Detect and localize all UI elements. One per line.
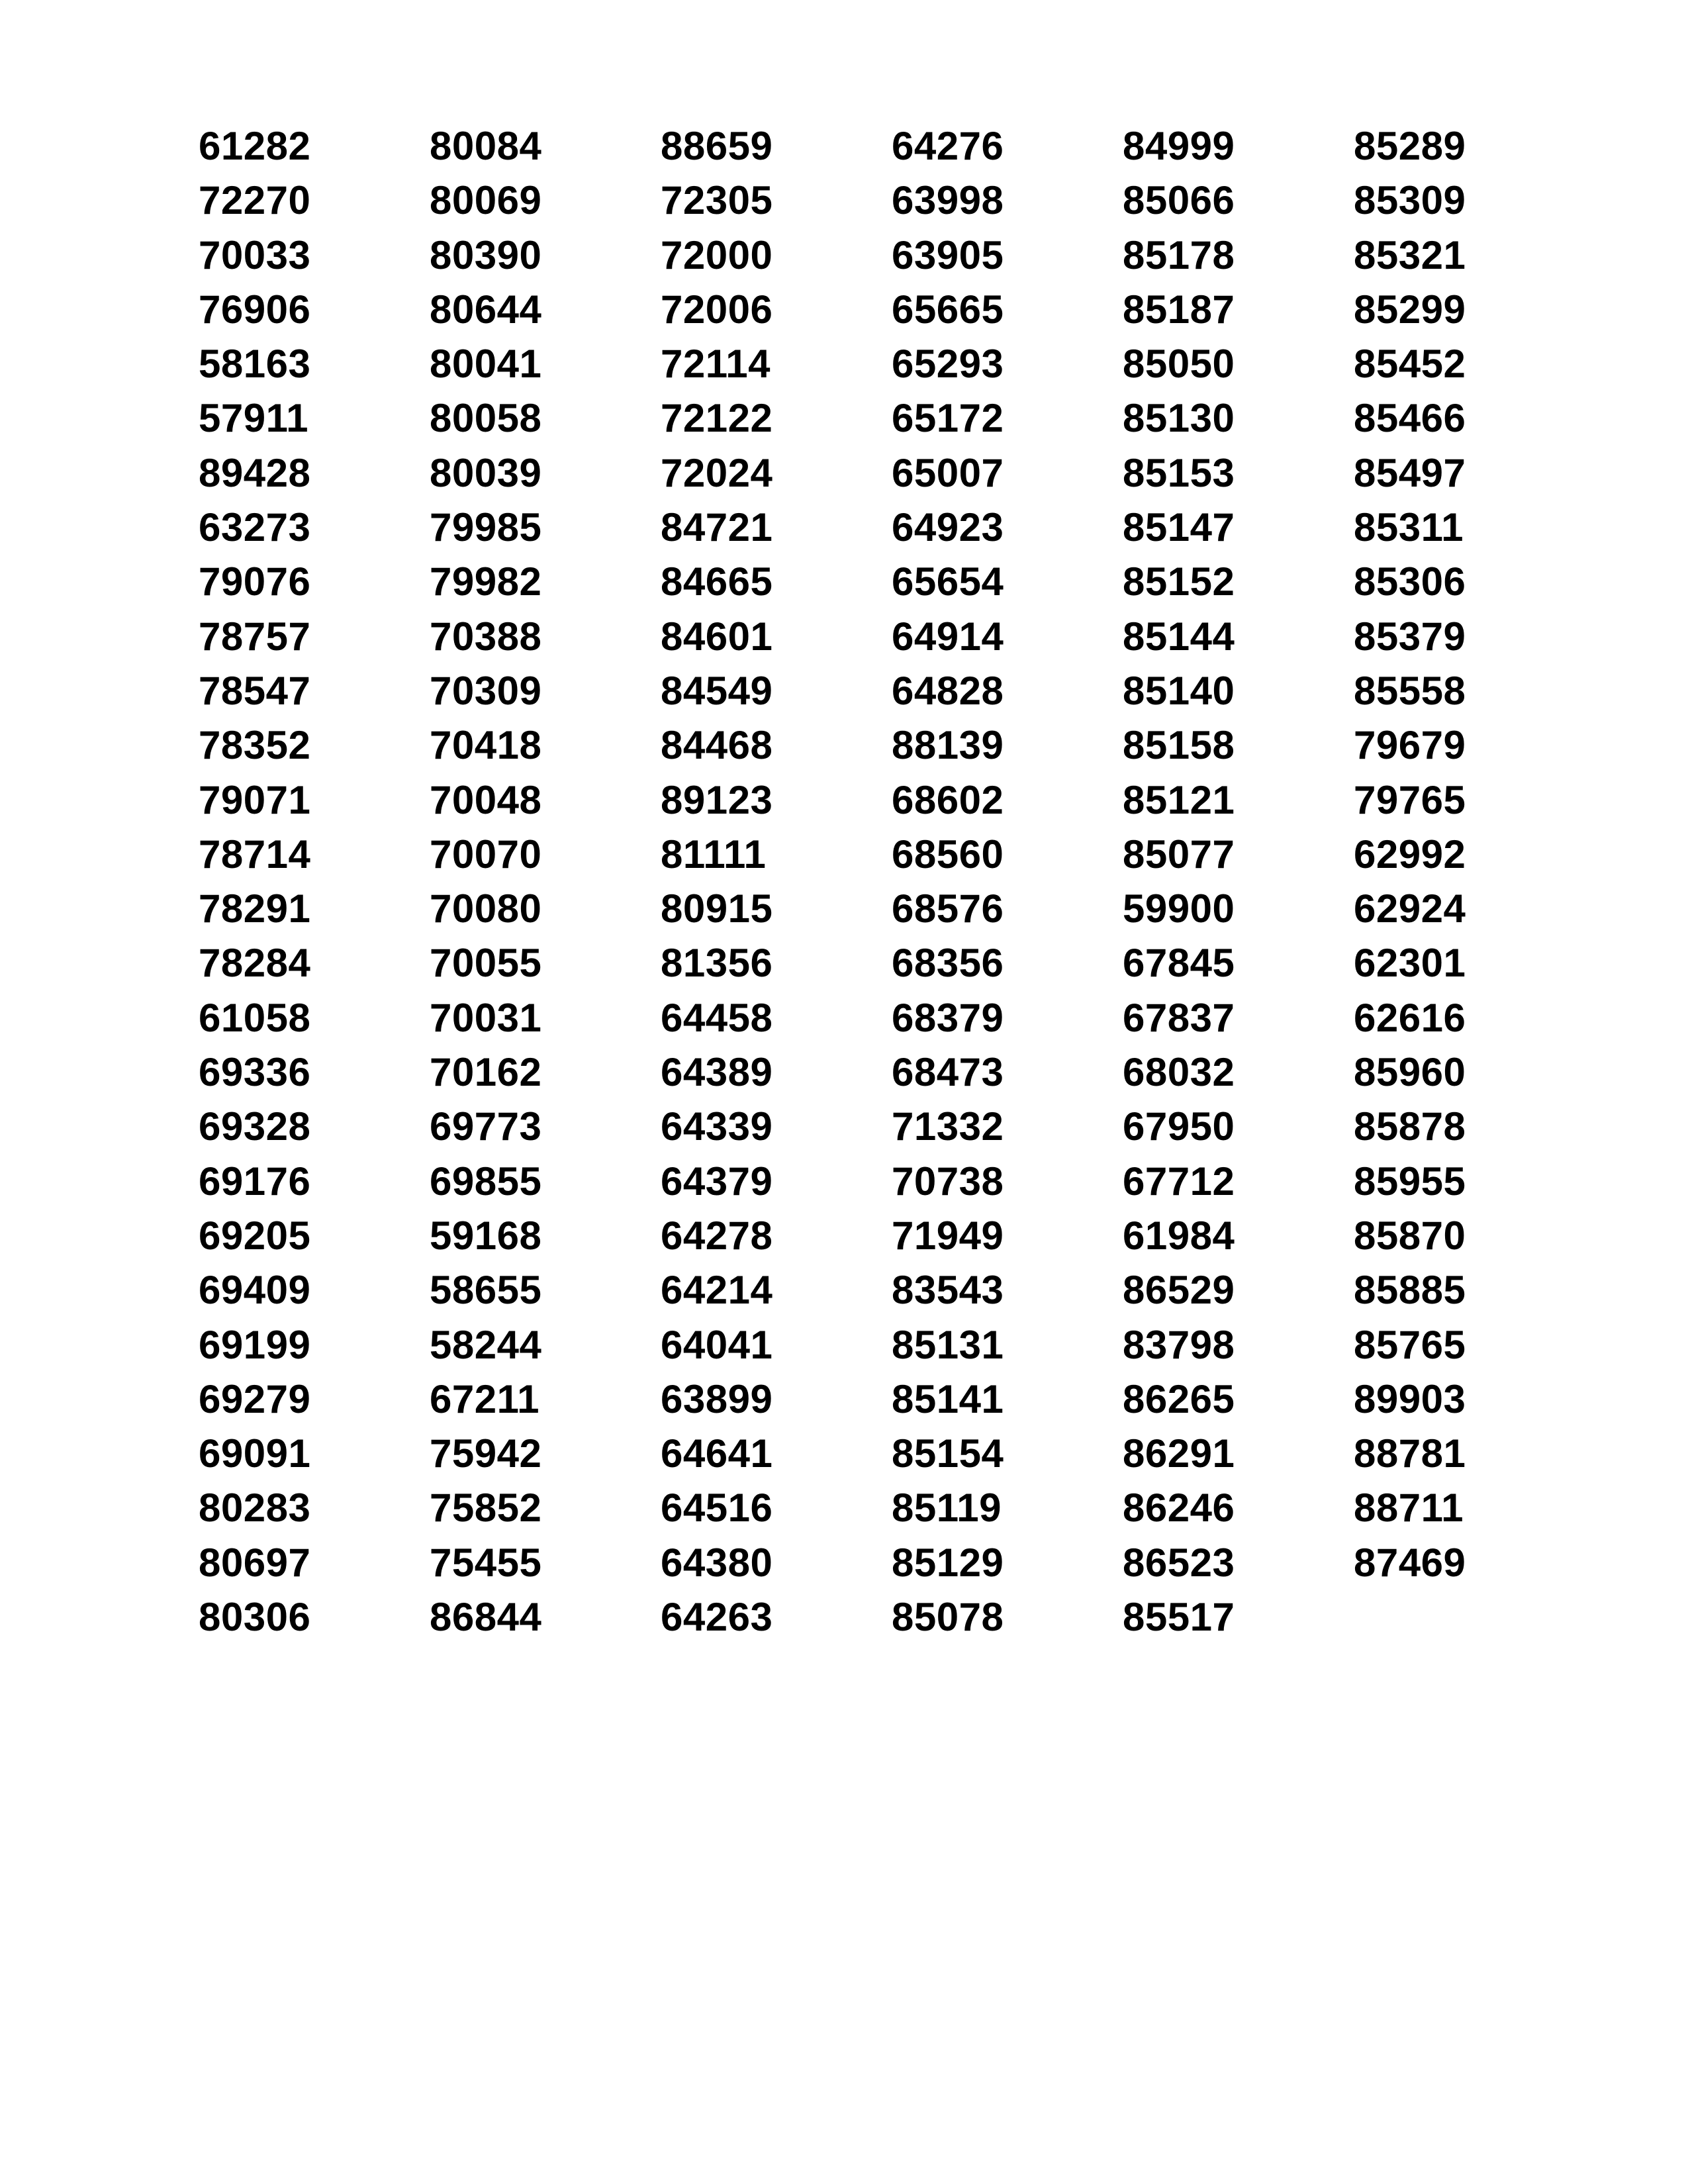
number-entry: 85517	[1123, 1595, 1235, 1640]
number-entry: 85960	[1354, 1050, 1466, 1095]
number-entry: 72024	[661, 450, 773, 495]
number-entry: 85321	[1354, 232, 1466, 277]
number-entry: 84721	[661, 505, 773, 550]
number-entry: 80058	[430, 396, 542, 441]
number-entry: 85078	[892, 1595, 1004, 1640]
number-entry: 85129	[892, 1540, 1004, 1585]
number-entry: 83798	[1123, 1322, 1235, 1367]
number-column	[892, 119, 1123, 1644]
number-entry: 75455	[430, 1540, 542, 1585]
number-entry: 85154	[892, 1431, 1004, 1476]
number-entry: 69336	[199, 1050, 311, 1095]
number-entry: 67845	[1123, 941, 1235, 986]
number-list	[199, 119, 1589, 1644]
number-entry: 85187	[1123, 287, 1235, 332]
number-entry: 71332	[892, 1104, 1004, 1149]
number-entry: 85497	[1354, 450, 1466, 495]
number-entry: 63899	[661, 1376, 773, 1421]
number-entry: 72305	[661, 178, 773, 223]
number-entry: 86529	[1123, 1268, 1235, 1313]
number-entry: 79679	[1354, 723, 1466, 768]
number-entry: 64278	[661, 1213, 773, 1258]
number-entry: 68356	[892, 941, 1004, 986]
number-entry: 72270	[199, 178, 311, 223]
number-entry: 69328	[199, 1104, 311, 1149]
number-entry: 81356	[661, 941, 773, 986]
number-entry: 70738	[892, 1159, 1004, 1204]
number-entry: 80039	[430, 450, 542, 495]
number-entry: 69199	[199, 1322, 311, 1367]
number-entry: 85289	[1354, 124, 1466, 168]
number-entry: 85558	[1354, 668, 1466, 713]
number-entry: 85885	[1354, 1268, 1466, 1313]
number-entry: 85066	[1123, 178, 1235, 223]
number-column	[661, 119, 892, 1644]
number-entry: 70309	[430, 668, 542, 713]
number-entry: 64339	[661, 1104, 773, 1149]
number-column	[430, 119, 661, 1644]
number-entry: 72114	[661, 342, 771, 387]
number-entry: 72000	[661, 232, 773, 277]
number-entry: 70070	[430, 831, 542, 877]
number-entry: 85121	[1123, 777, 1235, 822]
number-entry: 70048	[430, 777, 542, 822]
number-entry: 64263	[661, 1595, 773, 1640]
number-entry: 64828	[892, 668, 1004, 713]
number-entry: 70033	[199, 232, 311, 277]
number-entry: 69773	[430, 1104, 542, 1149]
number-entry: 68032	[1123, 1050, 1235, 1095]
number-entry: 57911	[199, 396, 309, 441]
number-entry: 65654	[892, 559, 1004, 604]
number-entry: 61058	[199, 995, 311, 1040]
number-entry: 85299	[1354, 287, 1466, 332]
number-entry: 64914	[892, 614, 1004, 659]
number-entry: 70418	[430, 723, 542, 768]
number-entry: 68473	[892, 1050, 1004, 1095]
number-column	[1354, 119, 1585, 1644]
number-entry: 59168	[430, 1213, 542, 1258]
number-entry: 68602	[892, 777, 1004, 822]
number-entry: 85178	[1123, 232, 1235, 277]
number-entry: 88711	[1354, 1486, 1464, 1531]
number-entry: 80644	[430, 287, 542, 332]
number-entry: 75942	[430, 1431, 542, 1476]
number-entry: 78547	[199, 668, 311, 713]
number-entry: 64458	[661, 995, 773, 1040]
number-entry: 64389	[661, 1050, 773, 1095]
number-entry: 63273	[199, 505, 311, 550]
number-entry: 84601	[661, 614, 773, 659]
number-entry: 85955	[1354, 1159, 1466, 1204]
number-entry: 80084	[430, 124, 542, 168]
number-entry: 80041	[430, 342, 542, 387]
number-entry: 84665	[661, 559, 773, 604]
number-entry: 64276	[892, 124, 1004, 168]
number-entry: 85452	[1354, 342, 1466, 387]
number-entry: 85152	[1123, 559, 1235, 604]
number-entry: 65007	[892, 450, 1004, 495]
number-entry: 85147	[1123, 505, 1235, 550]
number-column	[1123, 119, 1354, 1644]
number-entry: 78352	[199, 723, 311, 768]
number-entry: 64641	[661, 1431, 773, 1476]
number-entry: 85878	[1354, 1104, 1466, 1149]
number-entry: 64380	[661, 1540, 773, 1585]
number-entry: 59900	[1123, 886, 1235, 931]
number-entry: 69091	[199, 1431, 311, 1476]
number-entry: 62301	[1354, 941, 1466, 986]
number-entry: 81111	[661, 831, 767, 877]
number-entry: 80915	[661, 886, 773, 931]
number-entry: 87469	[1354, 1540, 1466, 1585]
number-entry: 85765	[1354, 1322, 1466, 1367]
number-entry: 58163	[199, 342, 311, 387]
number-entry: 70055	[430, 941, 542, 986]
number-entry: 83543	[892, 1268, 1004, 1313]
number-entry: 69855	[430, 1159, 542, 1204]
number-entry: 80283	[199, 1486, 311, 1531]
number-entry: 68576	[892, 886, 1004, 931]
number-entry: 69205	[199, 1213, 311, 1258]
number-entry: 89428	[199, 450, 311, 495]
number-entry: 86523	[1123, 1540, 1235, 1585]
number-entry: 58244	[430, 1322, 542, 1367]
number-entry: 69279	[199, 1376, 311, 1421]
number-entry: 78284	[199, 941, 311, 986]
number-entry: 62924	[1354, 886, 1466, 931]
number-entry: 64379	[661, 1159, 773, 1204]
number-entry: 65665	[892, 287, 1004, 332]
number-entry: 84468	[661, 723, 773, 768]
number-entry: 80069	[430, 178, 542, 223]
number-entry: 88781	[1354, 1431, 1466, 1476]
number-entry: 64214	[661, 1268, 773, 1313]
number-entry: 85153	[1123, 450, 1235, 495]
number-entry: 58655	[430, 1268, 542, 1313]
number-entry: 86265	[1123, 1376, 1235, 1421]
number-entry: 61282	[199, 124, 311, 168]
number-entry: 80390	[430, 232, 542, 277]
number-entry: 89123	[661, 777, 773, 822]
number-entry: 65172	[892, 396, 1004, 441]
number-entry: 64041	[661, 1322, 773, 1367]
number-entry: 85131	[892, 1322, 1004, 1367]
number-entry: 72122	[661, 396, 773, 441]
number-entry: 79076	[199, 559, 311, 604]
number-entry: 75852	[430, 1486, 542, 1531]
number-entry: 69409	[199, 1268, 311, 1313]
number-entry: 85158	[1123, 723, 1235, 768]
number-entry: 71949	[892, 1213, 1004, 1258]
number-entry: 85144	[1123, 614, 1235, 659]
number-entry: 86291	[1123, 1431, 1235, 1476]
number-entry: 64516	[661, 1486, 773, 1531]
number-entry: 85311	[1354, 505, 1464, 550]
number-entry: 70162	[430, 1050, 542, 1095]
number-entry: 62992	[1354, 831, 1466, 877]
number-entry: 79071	[199, 777, 311, 822]
number-entry: 85119	[892, 1486, 1002, 1531]
number-entry: 63905	[892, 232, 1004, 277]
number-entry: 68560	[892, 831, 1004, 877]
number-entry: 80306	[199, 1595, 311, 1640]
number-entry: 84549	[661, 668, 773, 713]
number-entry: 69176	[199, 1159, 311, 1204]
number-entry: 85379	[1354, 614, 1466, 659]
number-entry: 65293	[892, 342, 1004, 387]
number-entry: 89903	[1354, 1376, 1466, 1421]
number-entry: 88139	[892, 723, 1004, 768]
number-entry: 67837	[1123, 995, 1235, 1040]
number-entry: 85141	[892, 1376, 1004, 1421]
number-entry: 85870	[1354, 1213, 1466, 1258]
number-entry: 85077	[1123, 831, 1235, 877]
number-entry: 80697	[199, 1540, 311, 1585]
number-entry: 79985	[430, 505, 542, 550]
number-entry: 78291	[199, 886, 311, 931]
number-entry: 68379	[892, 995, 1004, 1040]
number-entry: 76906	[199, 287, 311, 332]
number-entry: 86246	[1123, 1486, 1235, 1531]
number-entry: 79982	[430, 559, 542, 604]
number-entry: 85466	[1354, 396, 1466, 441]
number-column	[199, 119, 430, 1644]
number-entry: 85140	[1123, 668, 1235, 713]
number-entry: 62616	[1354, 995, 1466, 1040]
number-entry: 85309	[1354, 178, 1466, 223]
number-entry: 79765	[1354, 777, 1466, 822]
number-entry: 67211	[430, 1376, 540, 1421]
number-entry: 70388	[430, 614, 542, 659]
number-entry: 85306	[1354, 559, 1466, 604]
number-entry: 84999	[1123, 124, 1235, 168]
number-entry: 78757	[199, 614, 311, 659]
number-entry: 64923	[892, 505, 1004, 550]
number-entry: 70080	[430, 886, 542, 931]
number-entry: 85050	[1123, 342, 1235, 387]
number-entry: 85130	[1123, 396, 1235, 441]
number-entry: 78714	[199, 831, 311, 877]
number-entry: 67950	[1123, 1104, 1235, 1149]
number-entry: 88659	[661, 124, 773, 168]
number-entry: 72006	[661, 287, 773, 332]
number-entry: 70031	[430, 995, 542, 1040]
number-entry: 67712	[1123, 1159, 1235, 1204]
number-entry: 86844	[430, 1595, 542, 1640]
number-entry: 61984	[1123, 1213, 1235, 1258]
number-entry: 63998	[892, 178, 1004, 223]
